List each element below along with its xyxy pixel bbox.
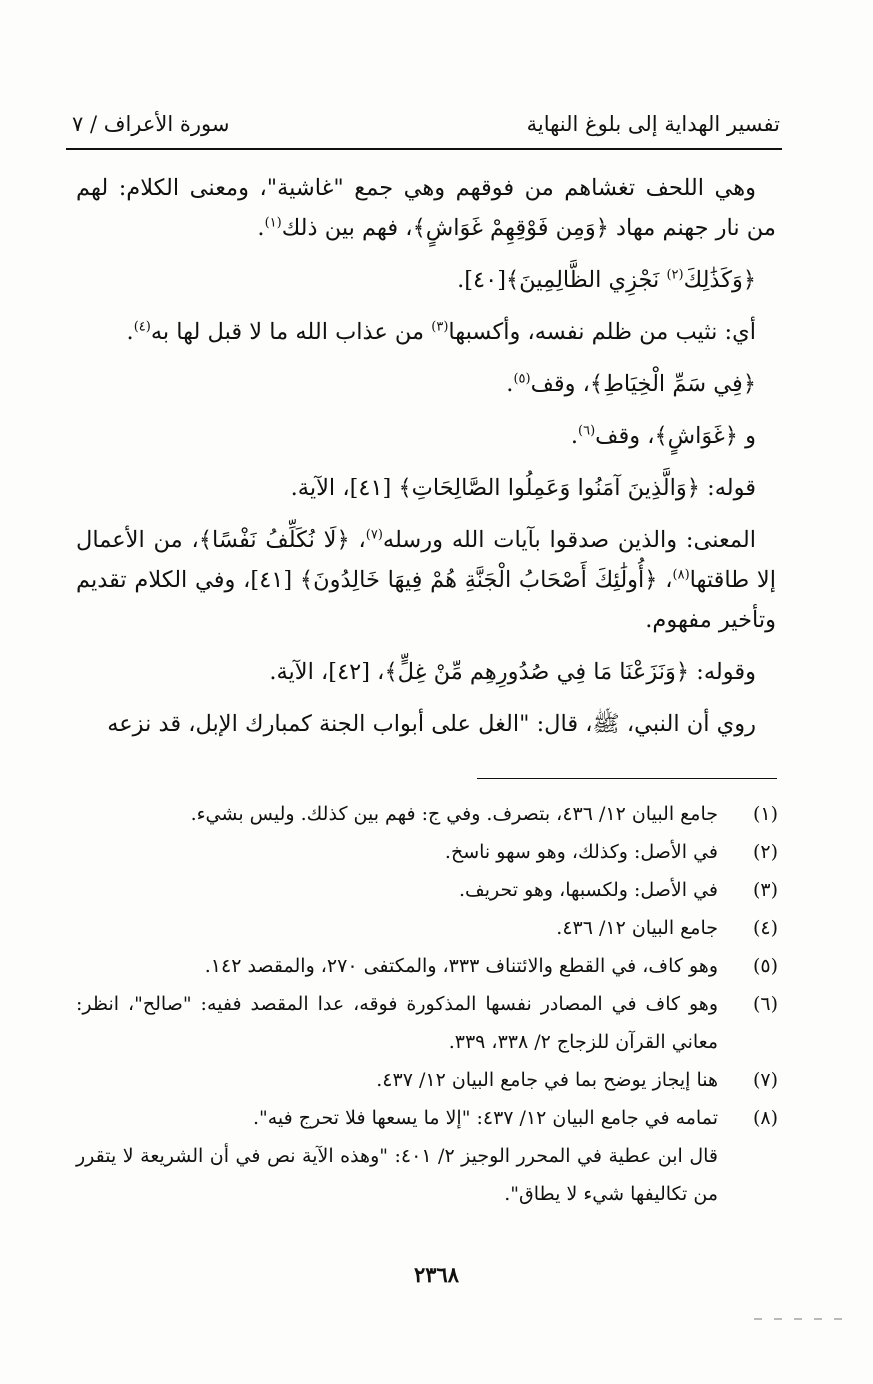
footnote-text: هنا إيجاز يوضح بما في جامع البيان ١٢/ ٤٣٧. <box>376 1069 718 1091</box>
footnote-number: (٨) <box>752 1107 778 1129</box>
text: . <box>257 215 265 241</box>
footnote-text: في الأصل: وكذلك، وهو سهو ناسخ. <box>444 841 718 863</box>
text: ، وقف <box>530 371 590 397</box>
quran-verse: ﴿وَكَذَٰلِكَ <box>683 267 756 293</box>
paragraph-6 <box>76 468 776 508</box>
text: قوله: <box>699 475 756 501</box>
footnote-ref[interactable]: (١) <box>264 215 282 231</box>
text: . <box>126 319 134 345</box>
text: ، فهم بين ذلك <box>281 215 413 241</box>
text: . <box>570 423 579 449</box>
paragraph-4 <box>76 364 776 404</box>
paragraph-7 <box>76 520 776 640</box>
text: وقوله: <box>689 659 756 685</box>
footnote-ref[interactable]: (٨) <box>672 567 690 583</box>
text: روي أن النبي، ﷺ، قال: "الغل على أبواب الجنة كمبارك الإبل، قد نزعه <box>107 711 756 737</box>
quran-verse: ﴿غَوَاشٍ﴾ <box>654 423 738 449</box>
text: [٤١]، الآية. <box>290 475 399 501</box>
text: من عذاب الله ما لا قبل لها به <box>150 319 432 345</box>
text: المعنى: والذين صدقوا بآيات الله ورسله <box>382 527 756 553</box>
footnote-text: جامع البيان ١٢/ ٤٣٦، بتصرف. وفي ج: فهم بين كذلك. وليس بشيء. <box>190 803 718 825</box>
text: أي: نثيب من ظلم نفسه، وأكسبها <box>448 319 756 345</box>
quran-verse: نَجْزِي الظَّالِمِينَ﴾ <box>505 267 667 293</box>
text: وهي اللحف تغشاهم من فوقهم وهي جمع "غاشية"، ومعنى الكلام: لهم من نار جهنم مهاد <box>76 175 776 241</box>
footnote-7 <box>76 1061 778 1099</box>
paragraph-8 <box>76 652 776 692</box>
footnote-4 <box>76 909 778 947</box>
footnote-ref[interactable]: (٢) <box>666 267 684 283</box>
paragraph-3 <box>76 312 776 352</box>
footnote-1 <box>76 795 778 833</box>
paragraph-1 <box>76 168 776 248</box>
paragraph-2 <box>76 260 776 300</box>
footnote-text: جامع البيان ١٢/ ٤٣٦. <box>556 917 718 939</box>
footnote-number: (٧) <box>752 1069 778 1091</box>
footnote-3 <box>76 871 778 909</box>
paragraph-9 <box>76 704 776 744</box>
text: ، وقف <box>595 423 655 449</box>
quran-verse: ﴿لَا نُكَلِّفُ نَفْسًا﴾ <box>198 527 350 553</box>
footnote-number: (٢) <box>752 841 778 863</box>
footnote-number: (٥) <box>752 955 778 977</box>
paragraph-5 <box>76 416 776 456</box>
running-header <box>66 110 786 146</box>
footnote-number: (٣) <box>752 879 778 901</box>
footnote-text: في الأصل: ولكسبها، وهو تحريف. <box>459 879 718 901</box>
main-text <box>76 168 776 756</box>
scan-artifact-dashes <box>754 1318 844 1320</box>
footnote-ref[interactable]: (٦) <box>578 423 596 439</box>
header-rule <box>66 148 782 150</box>
text: ، من الأعمال إلا طاقتها <box>76 527 776 593</box>
footnote-2 <box>76 833 778 871</box>
footnote-continuation: قال ابن عطية في المحرر الوجيز ٢/ ٤٠١: "وهذه الآية نص في أن الشريعة لا يتقرر من تكاليفها شيء لا يطاق". <box>76 1145 719 1205</box>
footnote-text: تمامه في جامع البيان ١٢/ ٤٣٧: "إلا ما يسعها فلا تحرج فيه". <box>252 1107 718 1129</box>
page-number: ٢٣٦٨ <box>413 1262 460 1287</box>
footnote-ref[interactable]: (٣) <box>431 319 449 335</box>
footnote-rule <box>477 778 777 779</box>
footnote-text: وهو كاف، في القطع والائتناف ٣٣٣، والمكتفى ٢٧٠، والمقصد ١٤٢. <box>204 955 718 977</box>
text: . <box>506 371 514 397</box>
footnote-number: (٦) <box>752 993 778 1015</box>
quran-verse: ﴿وَنَزَعْنَا مَا فِي صُدُورِهِم مِّنْ غِلٍّ﴾ <box>384 659 690 685</box>
text: ، [٤٢]، الآية. <box>269 659 385 685</box>
verse-reference: [٤٠]. <box>457 267 506 293</box>
footnote-number: (٤) <box>752 917 778 939</box>
text: [٤١]، وفي الكلام تقديم وتأخير مفهوم. <box>76 567 776 633</box>
quran-verse: ﴿وَمِن فَوْقِهِمْ غَوَاشٍ﴾ <box>412 215 609 241</box>
text: و <box>737 423 756 449</box>
footnote-8 <box>76 1099 778 1137</box>
quran-verse: ﴿أُولَٰئِكَ أَصْحَابُ الْجَنَّةِ هُمْ فِيهَا خَالِدُونَ﴾ <box>299 567 658 593</box>
quran-verse: ﴿فِي سَمِّ الْخِيَاطِ﴾ <box>589 371 756 397</box>
footnote-ref[interactable]: (٤) <box>133 319 151 335</box>
book-title: تفسير الهداية إلى بلوغ النهاية <box>526 112 780 136</box>
footnote-5 <box>76 947 778 985</box>
surah-title: سورة الأعراف / ٧ <box>72 112 230 136</box>
quran-verse: ﴿وَالَّذِينَ آمَنُوا وَعَمِلُوا الصَّالِحَاتِ﴾ <box>398 475 700 501</box>
footnote-number: (١) <box>752 803 778 825</box>
footnote-ref[interactable]: (٧) <box>365 527 383 543</box>
text: ، <box>349 527 366 553</box>
text: ، <box>657 567 673 593</box>
footnote-ref[interactable]: (٥) <box>513 371 531 387</box>
footnote-text: وهو كاف في المصادر نفسها المذكورة فوقه، عدا المقصد ففيه: "صالح"، انظر: معاني القرآن للزجاج ٢/ ٣٣٨، ٣٣٩. <box>76 993 718 1053</box>
footnotes <box>76 795 778 1213</box>
footnote-6 <box>76 985 778 1061</box>
